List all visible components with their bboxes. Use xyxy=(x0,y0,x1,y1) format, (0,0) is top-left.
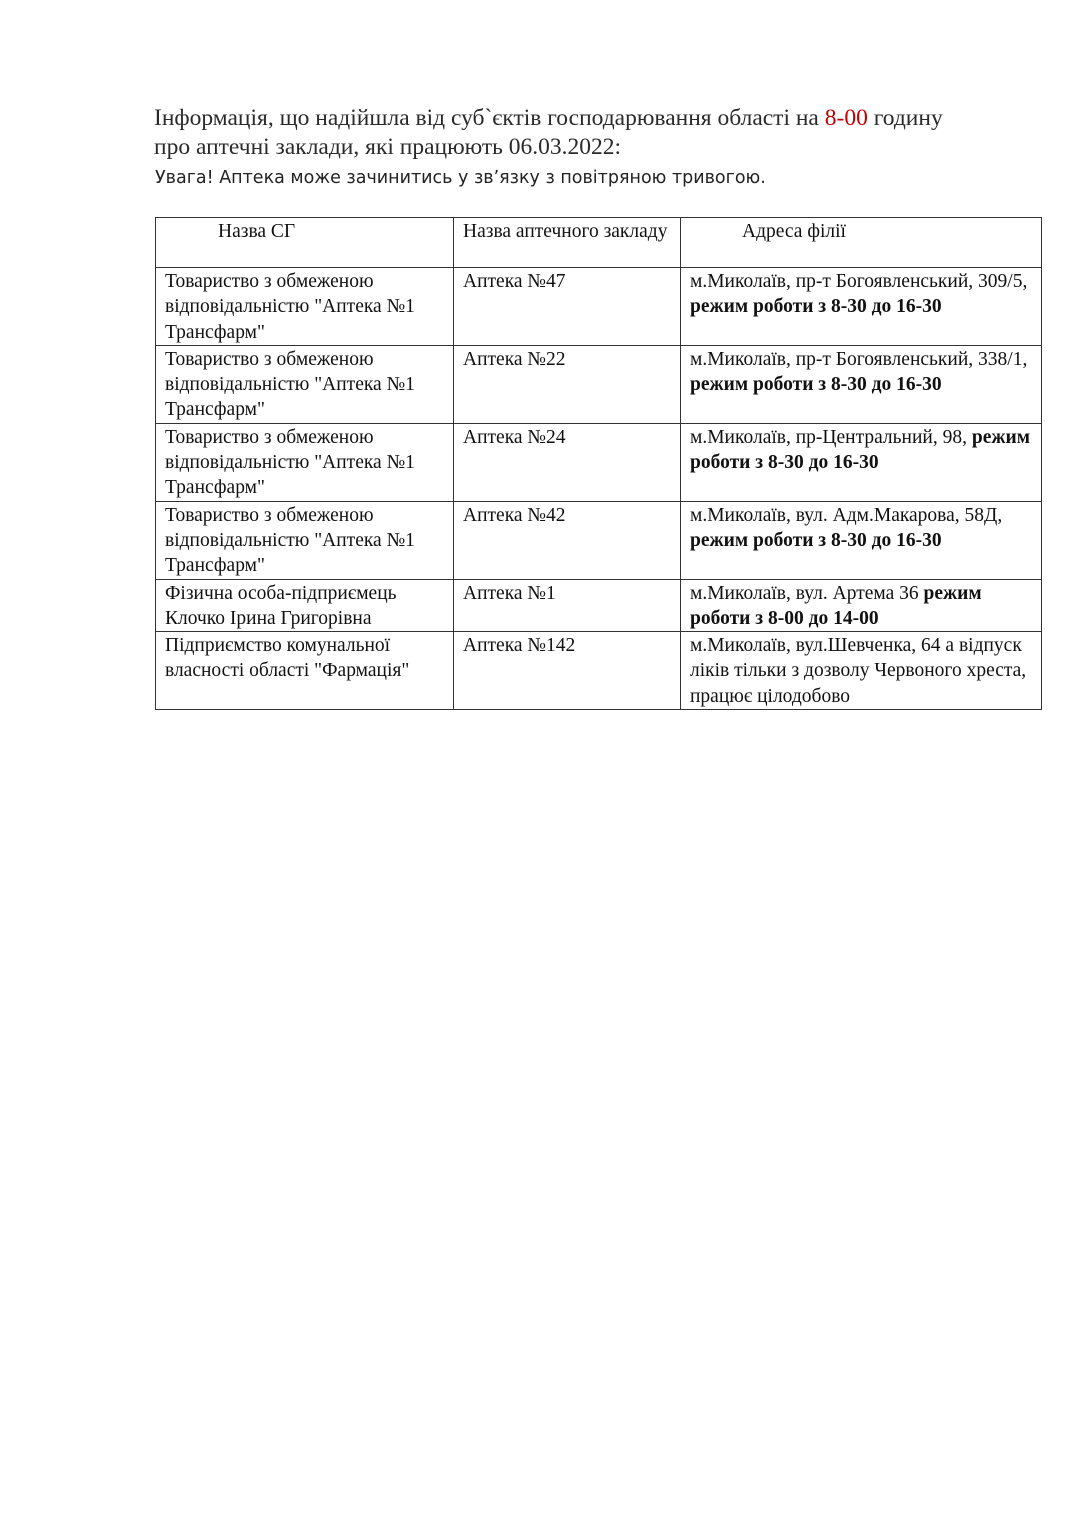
pharmacy-cell: Аптека №42 xyxy=(454,501,681,579)
document-heading xyxy=(154,104,1034,162)
address-cell xyxy=(681,579,1042,632)
heading-time: 8-00 xyxy=(824,105,868,131)
address-cell xyxy=(681,632,1042,710)
working-hours: режим роботи з 8-00 до 14-00 xyxy=(690,582,982,629)
table-header-row xyxy=(156,218,1042,268)
address-text: м.Миколаїв, вул. Артема 36 xyxy=(690,582,924,604)
air-raid-warning: Увага! Аптека може зачинитись у звʼязку з повітряною тривогою. xyxy=(155,168,766,188)
heading-text-end: годину xyxy=(867,105,943,131)
pharmacy-cell: Аптека №142 xyxy=(454,632,681,710)
column-header-company: Назва СГ xyxy=(156,218,454,268)
pharmacy-table xyxy=(155,217,1042,710)
company-cell: Товариство з обмеженою відповідальністю "Аптека №1 Трансфарм" xyxy=(156,423,454,501)
address-text: м.Миколаїв, вул. Адм.Макарова, 58Д, xyxy=(690,504,1003,526)
table-row xyxy=(156,423,1042,501)
working-hours: режим роботи з 8-30 до 16-30 xyxy=(690,374,942,396)
pharmacy-cell: Аптека №47 xyxy=(454,268,681,346)
address-cell xyxy=(681,501,1042,579)
table-row xyxy=(156,501,1042,579)
pharmacy-cell: Аптека №24 xyxy=(454,423,681,501)
pharmacy-cell: Аптека №22 xyxy=(454,345,681,423)
heading-date-line: про аптечні заклади, які працюють 06.03.2022: xyxy=(154,134,622,160)
pharmacy-cell: Аптека №1 xyxy=(454,579,681,632)
address-cell xyxy=(681,423,1042,501)
company-cell: Товариство з обмеженою відповідальністю "Аптека №1 Трансфарм" xyxy=(156,501,454,579)
heading-text-start: Інформація, що надійшла від суб`єктів господарювання області на xyxy=(154,105,825,131)
working-hours: режим роботи з 8-30 до 16-30 xyxy=(690,426,1031,474)
company-cell: Підприємство комунальної власності області "Фармація" xyxy=(156,632,454,710)
address-text: м.Миколаїв, пр-т Богоявленський, 309/5, xyxy=(690,271,1028,292)
company-cell: Товариство з обмеженою відповідальністю "Аптека №1 Трансфарм" xyxy=(156,345,454,423)
column-header-pharmacy: Назва аптечного закладу xyxy=(454,218,681,268)
company-cell: Фізична особа-підприємець Клочко Ірина Григорівна xyxy=(156,579,454,632)
address-text: м.Миколаїв, вул.Шевченка, 64 а відпуск ліків тільки з дозволу Червоного хреста, працює цілодобово xyxy=(690,635,1027,707)
table-row xyxy=(156,345,1042,423)
address-text: м.Миколаїв, пр-т Богоявленський, 338/1, xyxy=(690,348,1028,370)
working-hours: режим роботи з 8-30 до 16-30 xyxy=(690,529,942,551)
company-cell: Товариство з обмеженою відповідальністю "Аптека №1 Трансфарм" xyxy=(156,268,454,346)
table-row xyxy=(156,632,1042,710)
working-hours: режим роботи з 8-30 до 16-30 xyxy=(690,296,942,318)
table-row xyxy=(156,268,1042,346)
address-cell xyxy=(681,268,1042,346)
table-row xyxy=(156,579,1042,632)
address-cell xyxy=(681,345,1042,423)
address-text: м.Миколаїв, пр-Центральний, 98, xyxy=(690,426,972,448)
column-header-address: Адреса філії xyxy=(681,218,1042,268)
